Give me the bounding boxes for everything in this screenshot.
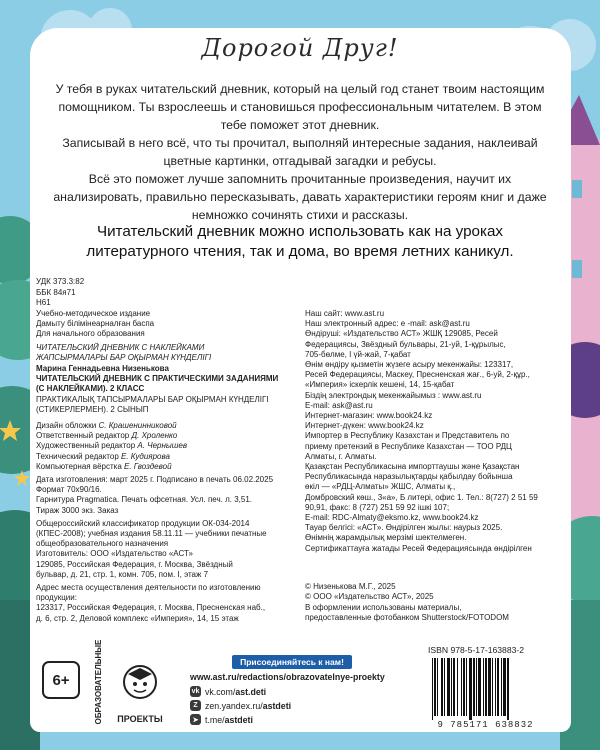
barcode-bar <box>434 658 436 716</box>
imprint-line: өкіл — «РДЦ-Алматы» ЖШС, Алматы қ., <box>305 482 456 492</box>
intro-paragraph: Записывай в него всё, что ты прочитал, выполняй интересные задания, наклеивай цветные картинки, отгадывай загадки и ребусы. <box>62 136 538 168</box>
imprint-left-column <box>36 309 291 627</box>
credit-role: Художественный редактор <box>36 441 136 451</box>
classifier-info: Общероссийский классификатор продукции ОК-034-2014 (КПЕС-2008); учебная издания 58.11.11 — учебники печатные общеобразовательного назначения Изготовитель: ООО «Издательство «АСТ» 129085, Российская Федерация, г. Москва, Звёздный бульвар, д. 21, стр. 1, комн. 705, пом. I, этаж 7 <box>36 518 267 579</box>
production-address: Адрес места осуществления деятельности по изготовлению продукции: 123317, Российская Федерация, г. Москва, Пресненская наб., д. 6, стр. 2, Деловой комплекс «Империя», 14, 15 этаж <box>36 583 266 623</box>
credit-role: Технический редактор <box>36 451 119 461</box>
social-link-vk[interactable]: vk vk.com/ast.deti <box>191 686 267 697</box>
imprint-line: Өнiмнiң жарамдылық мерзiмi шектелмеген. <box>305 533 467 543</box>
imprint-line: «Империя» iскерлiк кешенi, 14, 15-қабат <box>305 380 455 390</box>
barcode-bar <box>437 658 438 716</box>
imprint-line: приему претензий в Республике Казахстан — ТОО РДЦ <box>305 441 512 451</box>
imprint-line: Өндiрушi: «Издательство АСТ» ЖШҚ 129085, Ресей <box>305 329 498 339</box>
dzen-icon: Z <box>190 700 201 711</box>
barcode-bar <box>497 658 499 716</box>
barcode-bar <box>444 658 445 716</box>
barcode-bar <box>492 658 493 716</box>
barcode-bar <box>451 658 452 716</box>
join-us-banner: Присоединяйтесь к нам! <box>232 655 352 669</box>
print-info: Дата изготовления: март 2025 г. Подписано в печать 06.02.2025 Формат 70х90/16. Гарнитура Pragmatica. Печать офсетная. Усл. печ. л. 3,51. Тираж 3000 экз. Заказ <box>36 475 274 515</box>
credit-name: Д. Хроленко <box>131 431 178 441</box>
intro-paragraph: У тебя в руках читательский дневник, который на целый год станет твоим настоящим помощником. Ты взрослеешь и становишься профессиональным читателем. В этом тебе поможет этот дневник. <box>55 82 545 132</box>
imprint-line: Алматы, г. Алматы. <box>305 451 377 461</box>
publisher-website-link[interactable]: www.ast.ru/redactions/obrazovatelnye-proekty <box>190 672 385 682</box>
social-link-telegram[interactable]: ➤ t.me/astdeti <box>190 714 253 725</box>
book-title-kz: ПРАКТИКАЛЫҚ ТАПСЫРМАЛАРЫ БАР ОҚЫРМАН КҮНДЕЛІГІ (СТИКЕРЛЕРМЕН). 2 СЫНЫП <box>36 394 269 414</box>
imprint-line: E-mail: ask@ast.ru <box>305 400 373 410</box>
udk-code: УДК 373.3:82 <box>36 277 85 286</box>
barcode-bar <box>503 658 506 716</box>
copyright-line: © ООО «Издательство АСТ», 2025 <box>305 592 434 602</box>
imprint-right-column <box>305 309 570 554</box>
series-title: ЧИТАТЕЛЬСКИЙ ДНЕВНИК С НАКЛЕЙКАМИ ЖАПСЫРМАЛАРЫ БАР ОҚЫРМАН КҮНДЕЛІГІ <box>36 342 212 362</box>
barcode-bar <box>461 658 462 716</box>
barcode-bar <box>457 658 458 716</box>
barcode-bar <box>485 658 487 716</box>
barcode-bar <box>476 658 477 716</box>
barcode-bar <box>441 658 443 716</box>
imprint-line: Қазақстан Республикасына импорттаушы және Қазақстан <box>305 462 520 472</box>
barcode <box>428 658 543 722</box>
isbn-number: ISBN 978-5-17-163883-2 <box>428 645 525 655</box>
copyright-block <box>305 582 570 623</box>
intro-text <box>50 80 550 224</box>
credit-role: Ответственный редактор <box>36 431 130 441</box>
telegram-icon: ➤ <box>190 714 201 725</box>
author-sign: Н61 <box>36 298 51 307</box>
barcode-number: 9 785171 638832 <box>437 720 534 730</box>
imprint-line: Өнiм өндiру қызметiн жүзеге асыру мекенжайы: 123317, <box>305 360 514 370</box>
logo-text-bottom: ПРОЕКТЫ <box>117 714 163 724</box>
classification-codes <box>36 277 84 309</box>
barcode-bar <box>478 658 481 716</box>
barcode-bar <box>501 658 502 716</box>
credit-name: С. Крашенинниковой <box>98 421 177 431</box>
imprint-line: Интернет-магазин: www.book24.kz <box>305 411 433 421</box>
barcode-bar <box>466 658 467 716</box>
imprint-line: 90,91, факс: 8 (727) 251 59 92 iшкi 107; <box>305 502 450 512</box>
edition-line: Дамыту бiлiмiнеарналған баспа <box>36 319 155 329</box>
page-heading: Дорогой Друг! <box>201 34 399 62</box>
imprint-line: Наш электронный адрес: e -mail: ask@ast.ru <box>305 319 470 329</box>
credits-list <box>36 421 291 472</box>
social-link-dzen[interactable]: Z zen.yandex.ru/astdeti <box>190 700 291 711</box>
imprint-line: Республикасында наразылықтарды қабылдау бойынша <box>305 472 513 482</box>
imprint-line: Интернет-дүкен: www.book24.kz <box>305 421 424 431</box>
credit-role: Компьютерная вёрстка <box>36 461 122 471</box>
publisher-logo <box>92 636 172 728</box>
imprint-line: E-mail: RDC-Almaty@eksmo.kz, www.book24.kz <box>305 513 479 523</box>
barcode-bar <box>469 658 472 720</box>
imprint-line: Импортер в Республику Казахстан и Представитель по <box>305 431 510 441</box>
imprint-line: Бiздiң электрондық мекенжайымыз : www.ast.ru <box>305 390 482 400</box>
credit-name: Е. Гвоздевой <box>124 461 172 471</box>
book-title: ЧИТАТЕЛЬСКИЙ ДНЕВНИК С ПРАКТИЧЕСКИМИ ЗАДАНИЯМИ (С НАКЛЕЙКАМИ). 2 КЛАСС <box>36 374 279 394</box>
imprint-line: Сертификаттауға жатады Ресей Федерациясында өндiрiлген <box>305 543 532 553</box>
copyright-line: © Низенькова М.Г., 2025 <box>305 582 396 591</box>
imprint-line: Домбровский көш., 3«а», Б литері, офис 1. Тел.: 8(727) 2 51 59 <box>305 492 538 502</box>
intro-paragraph: Всё это поможет лучше запомнить прочитанные произведения, научит их анализировать, правильно пересказывать, давать характеристики героям книг и даже немножко сочинять стихи и рассказы. <box>53 172 547 222</box>
logo-text-top: ОБРАЗОВАТЕЛЬНЫЕ <box>94 639 103 725</box>
usage-note: Читательский дневник можно использовать как на уроках литературного чтения, так и дома, во время летних каникул. <box>86 223 514 260</box>
barcode-bar <box>473 658 475 716</box>
barcode-bar <box>488 658 491 716</box>
author-name: Марина Геннадьевна Низенькова <box>36 364 169 374</box>
imprint-line: 705-бөлме, I үй-жай, 7-қабат <box>305 349 411 359</box>
bbk-code: ББК 84я71 <box>36 287 76 297</box>
copyright-line: предоставленные фотобанком Shutterstock/FOTODOM <box>305 612 509 622</box>
edition-line: Для начального образования <box>36 329 145 339</box>
barcode-bar <box>447 658 450 716</box>
edition-info <box>36 309 291 340</box>
imprint-line: Федерациясы, Звёздный бульвары, 21-уй, 1-құрылыс, <box>305 339 506 349</box>
edition-line: Учебно-методическое издание <box>36 309 151 318</box>
barcode-bar <box>483 658 484 716</box>
imprint-line: Ресей Федерациясы, Маскеу, Пресненская жағ., 6-уй, 2-құр., <box>305 370 530 380</box>
barcode-bar <box>432 658 433 720</box>
barcode-bar <box>463 658 465 716</box>
vk-icon: vk <box>191 688 200 695</box>
barcode-bar <box>507 658 509 720</box>
copyright-line: В оформлении использованы материалы, <box>305 602 462 612</box>
age-rating-badge: 6+ <box>42 661 80 699</box>
imprint-line: Тауар белгiсi: «АСТ». Өндiрiлген жылы: наурыз 2025. <box>305 523 503 533</box>
barcode-bar <box>495 658 496 716</box>
credit-role: Дизайн обложки <box>36 421 97 431</box>
barcode-bar <box>453 658 455 716</box>
credit-name: А. Чернышев <box>137 441 188 451</box>
imprint-line: Наш сайт: www.ast.ru <box>305 309 385 318</box>
credit-name: Е. Кудиярова <box>121 451 170 461</box>
